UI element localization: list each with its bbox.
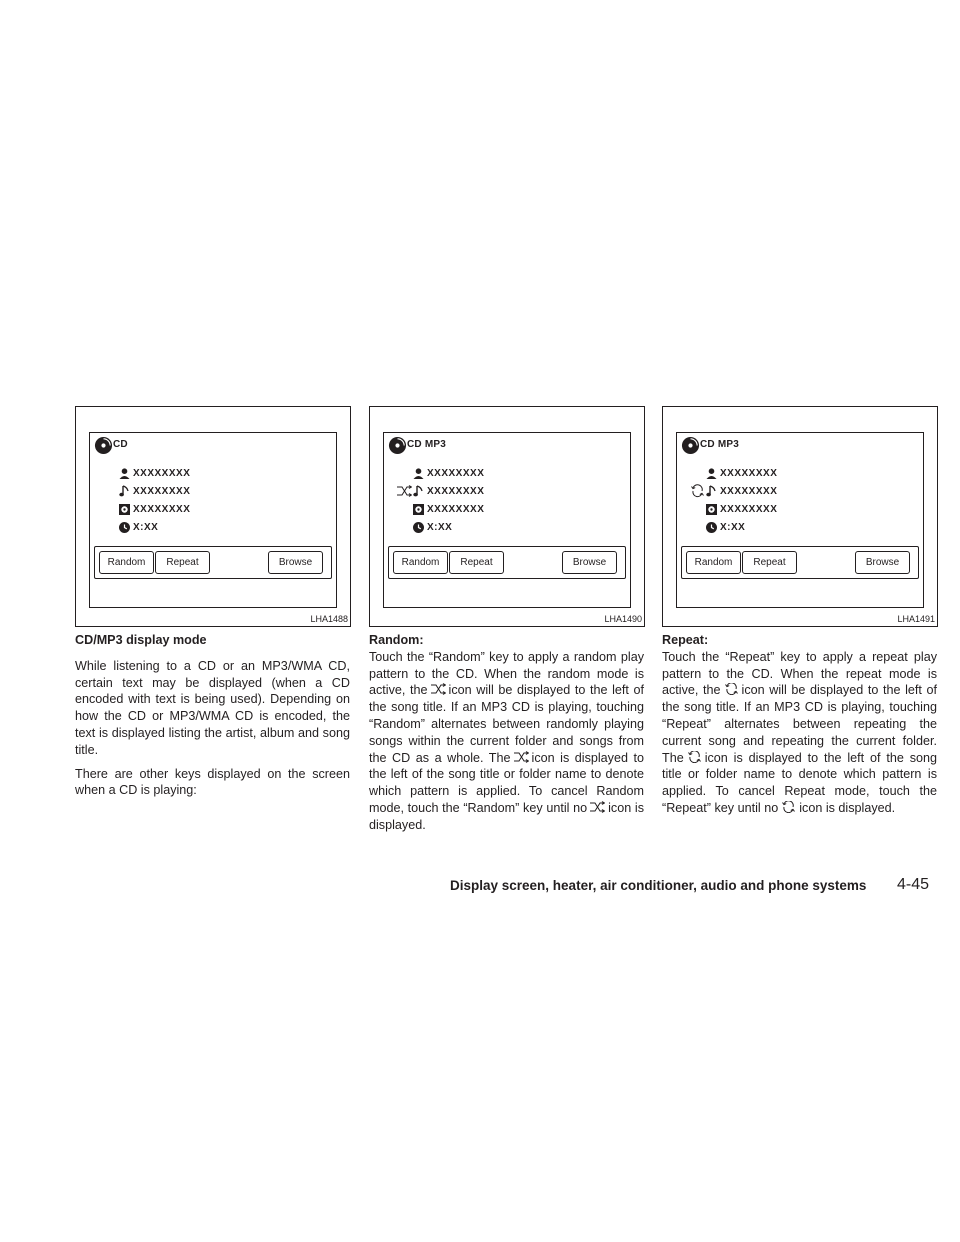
figure-cd-display: [75, 406, 351, 627]
paragraph: [662, 649, 937, 817]
repeat-button[interactable]: Repeat: [155, 551, 210, 574]
random-icon: [590, 801, 605, 813]
artist-text: XXXXXXXX: [720, 467, 778, 479]
text-run: icon is displayed to the left of the song title or folder name to denote which pattern is applied. To cancel Random mode, touch the “Random” key until no: [369, 750, 644, 815]
random-icon: [431, 683, 446, 695]
browse-button[interactable]: Browse: [855, 551, 910, 574]
album-icon: [412, 503, 425, 516]
time-row: [412, 520, 452, 534]
text-run: icon is displayed.: [369, 800, 644, 832]
album-icon: [118, 503, 131, 516]
song-icon: [705, 485, 718, 498]
text-run: icon is displayed to the left of the song title or folder name to denote which pattern is applied. To cancel Repeat mode, touch the “Repeat” key until no: [662, 750, 937, 815]
repeat-icon: [781, 801, 796, 813]
song-text: XXXXXXXX: [427, 485, 485, 497]
paragraph: There are other keys displayed on the screen when a CD is playing:: [75, 766, 350, 798]
album-text: XXXXXXXX: [427, 503, 485, 515]
figure-code: LHA1488: [310, 614, 348, 624]
column-random: [369, 632, 644, 841]
album-icon: [705, 503, 718, 516]
browse-button[interactable]: Browse: [268, 551, 323, 574]
song-row: [705, 484, 777, 498]
song-text: XXXXXXXX: [720, 485, 778, 497]
song-icon: [118, 485, 131, 498]
paragraph: [369, 649, 644, 834]
album-row: [118, 502, 190, 516]
repeat-icon: [687, 751, 702, 763]
song-text: XXXXXXXX: [133, 485, 191, 497]
time-text: X:XX: [720, 521, 746, 533]
artist-row: [705, 466, 777, 480]
source-title: CD: [113, 439, 128, 450]
random-icon: [514, 751, 529, 763]
artist-row: [118, 466, 190, 480]
time-text: X:XX: [427, 521, 453, 533]
text-run: icon will be displayed to the left of the song title. If an MP3 CD is playing, touching “Repeat” alternates between repeating the current song and repeating the current folder. The: [662, 683, 937, 765]
browse-button[interactable]: Browse: [562, 551, 617, 574]
section-footer: Display screen, heater, air conditioner, audio and phone systems: [450, 878, 867, 893]
source-title: CD MP3: [700, 439, 739, 450]
section-heading: Random:: [369, 633, 424, 647]
display-screen: [383, 432, 631, 608]
column-repeat: [662, 632, 937, 824]
random-icon: [397, 484, 412, 498]
clock-icon: [412, 521, 425, 534]
random-button[interactable]: Random: [99, 551, 154, 574]
clock-icon: [705, 521, 718, 534]
random-button[interactable]: Random: [393, 551, 448, 574]
artist-icon: [705, 467, 718, 480]
page-number: 4-45: [897, 876, 930, 893]
text-run: Touch the “Repeat” key to apply a repeat play pattern to the CD. When the repeat mode is active, the: [662, 649, 937, 698]
repeat-button[interactable]: Repeat: [742, 551, 797, 574]
display-screen: [89, 432, 337, 608]
song-icon: [412, 485, 425, 498]
display-screen: [676, 432, 924, 608]
key-bar: [681, 546, 919, 579]
text-run: Touch the “Random” key to apply a random play pattern to the CD. When the random mode is active, the: [369, 649, 644, 698]
figure-repeat-display: [662, 406, 938, 627]
text-run: icon is displayed.: [799, 800, 896, 815]
disc-icon: [681, 436, 700, 455]
artist-icon: [412, 467, 425, 480]
song-row: [412, 484, 484, 498]
album-row: [412, 502, 484, 516]
figure-code: LHA1490: [604, 614, 642, 624]
artist-row: [412, 466, 484, 480]
section-heading: Repeat:: [662, 633, 709, 647]
clock-icon: [118, 521, 131, 534]
text-run: icon will be displayed to the left of the song title. If an MP3 CD is playing, touching “Random” alternates between randomly playing songs within the current folder and songs from the CD as a whole. The: [369, 683, 644, 765]
disc-icon: [388, 436, 407, 455]
random-button[interactable]: Random: [686, 551, 741, 574]
key-bar: [94, 546, 332, 579]
column-display-mode: [75, 632, 350, 806]
source-title: CD MP3: [407, 439, 446, 450]
time-row: [705, 520, 745, 534]
disc-icon: [94, 436, 113, 455]
time-row: [118, 520, 158, 534]
key-bar: [388, 546, 626, 579]
repeat-icon: [690, 484, 705, 498]
time-text: X:XX: [133, 521, 159, 533]
section-heading: CD/MP3 display mode: [75, 633, 207, 647]
album-text: XXXXXXXX: [720, 503, 778, 515]
artist-icon: [118, 467, 131, 480]
figure-random-display: [369, 406, 645, 627]
figure-code: LHA1491: [897, 614, 935, 624]
artist-text: XXXXXXXX: [427, 467, 485, 479]
album-row: [705, 502, 777, 516]
song-row: [118, 484, 190, 498]
artist-text: XXXXXXXX: [133, 467, 191, 479]
paragraph: While listening to a CD or an MP3/WMA CD, certain text may be displayed (when a CD encoded with text is being used). Depending on how the CD or MP3/WMA CD is encoded, the text is displayed listing the artist, album and song title.: [75, 658, 350, 757]
repeat-button[interactable]: Repeat: [449, 551, 504, 574]
album-text: XXXXXXXX: [133, 503, 191, 515]
repeat-icon: [724, 683, 739, 695]
